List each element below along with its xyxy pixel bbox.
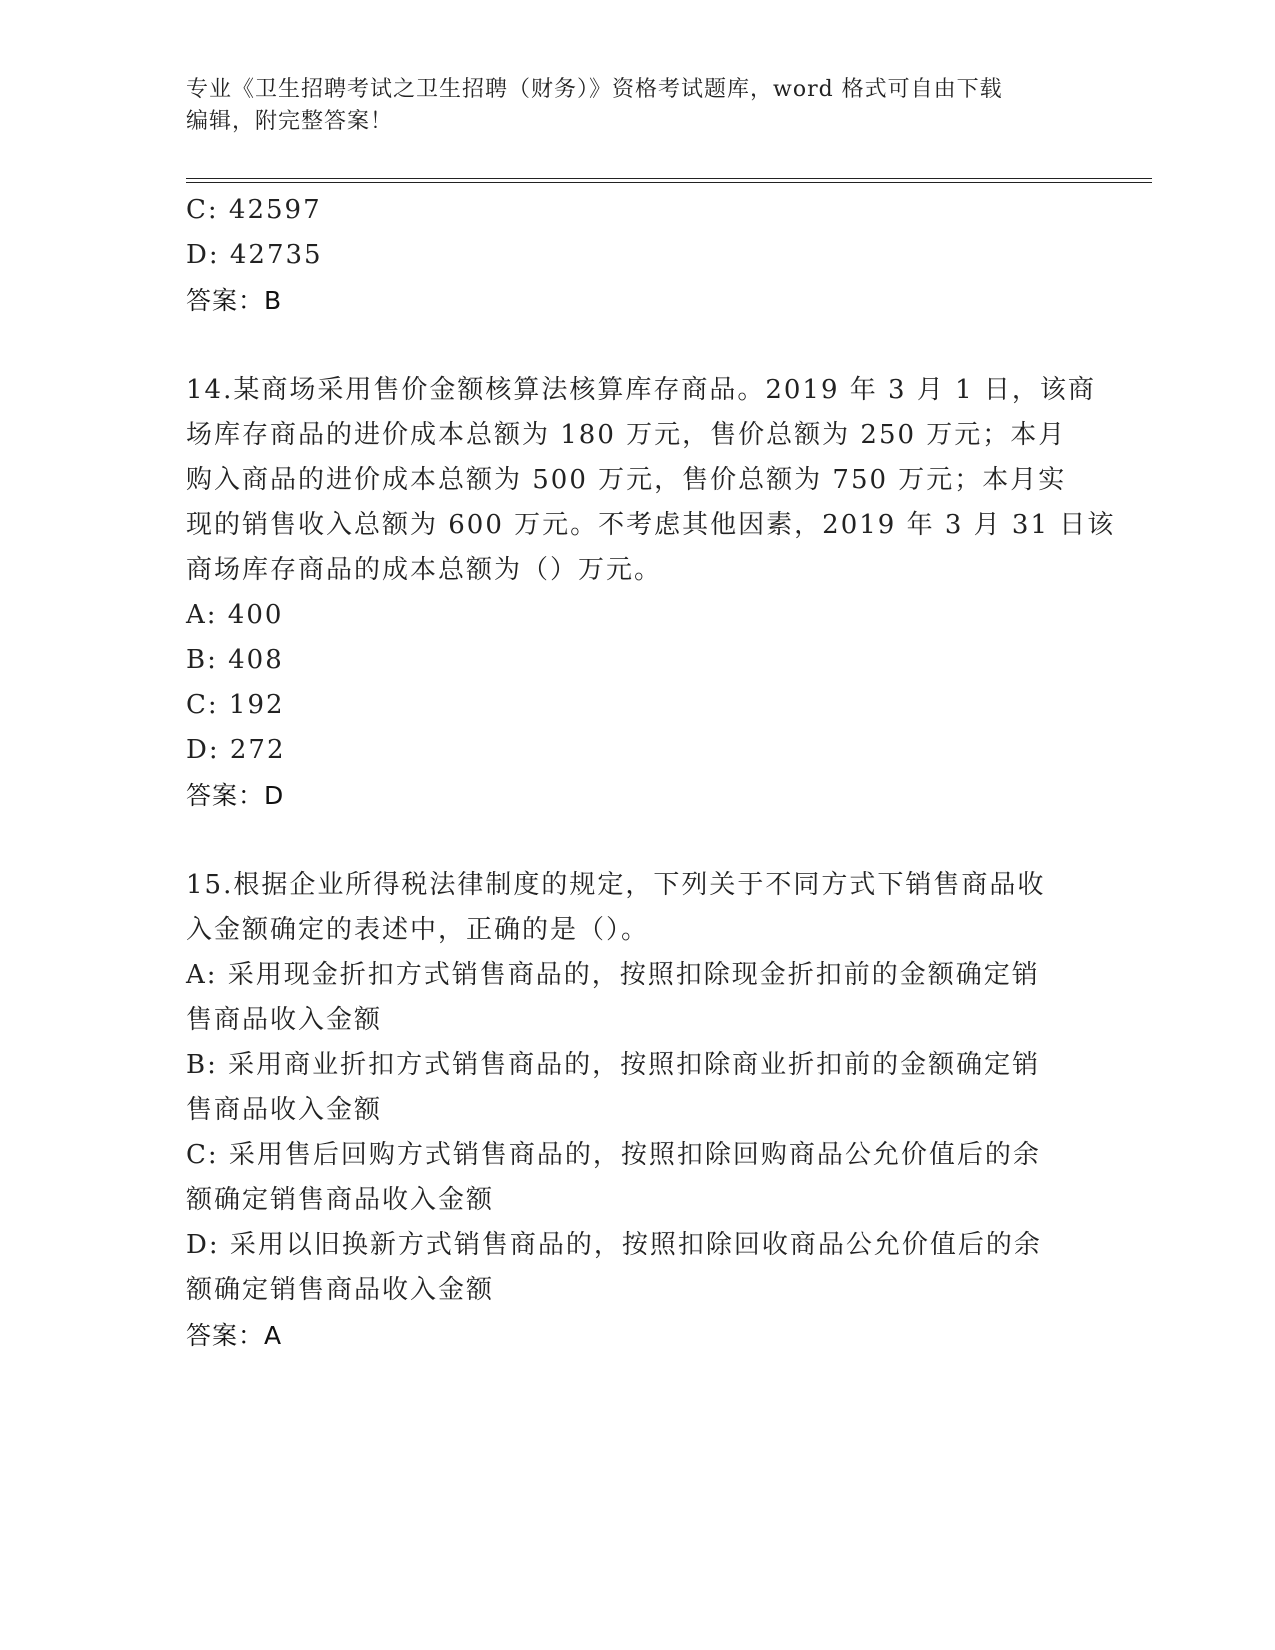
spacer: [186, 323, 1086, 368]
header-line-2: 编辑，附完整答案！: [186, 109, 394, 134]
header-divider-bottom: [186, 182, 1152, 183]
q15-option-a: [186, 953, 1086, 1043]
question-15: [186, 863, 1086, 1358]
q15-option-a-line: 售商品收入金额: [186, 1005, 383, 1035]
question-14: [186, 368, 1116, 818]
q15-option-c-line: C: 采用售后回购方式销售商品的，按照扣除回购商品公允价值后的余: [186, 1140, 1041, 1170]
q15-option-c-line: 额确定销售商品收入金额: [186, 1185, 495, 1215]
q15-stem: [186, 863, 1086, 953]
q14-stem-line: 现的销售收入总额为 600 万元。不考虑其他因素，2019 年 3 月 31 日该: [186, 510, 1116, 540]
q13-option-c: C: 42597: [186, 195, 322, 225]
header-line-1: 专业《卫生招聘考试之卫生招聘（财务）》资格考试题库，word 格式可自由下载: [186, 77, 1003, 102]
q14-stem-line: 场库存商品的进价成本总额为 180 万元，售价总额为 250 万元；本月: [186, 420, 1067, 450]
page-header: [186, 74, 1066, 138]
q14-stem-line: 购入商品的进价成本总额为 500 万元，售价总额为 750 万元；本月实: [186, 465, 1067, 495]
q15-option-b: [186, 1043, 1086, 1133]
q14-option-c: C: 192: [186, 690, 285, 720]
q14-option-d: D: 272: [186, 735, 286, 765]
q15-option-d-line: 额确定销售商品收入金额: [186, 1275, 495, 1305]
q14-option-b: B: 408: [186, 645, 284, 675]
q13-option-d: D: 42735: [186, 240, 323, 270]
page-content: [186, 188, 1116, 1358]
q15-option-b-line: 售商品收入金额: [186, 1095, 383, 1125]
q14-stem: [186, 368, 1116, 593]
spacer: [186, 818, 1086, 863]
q15-option-a-line: A: 采用现金折扣方式销售商品的，按照扣除现金折扣前的金额确定销: [186, 960, 1040, 990]
q15-answer: 答案：A: [186, 1321, 283, 1350]
q14-stem-line: 14.某商场采用售价金额核算法核算库存商品。2019 年 3 月 1 日，该商: [186, 375, 1096, 405]
q13-answer: 答案：B: [186, 286, 283, 315]
header-divider-top: [186, 178, 1152, 179]
q15-option-b-line: B: 采用商业折扣方式销售商品的，按照扣除商业折扣前的金额确定销: [186, 1050, 1041, 1080]
q15-option-c: [186, 1133, 1086, 1223]
q15-stem-line: 15.根据企业所得税法律制度的规定，下列关于不同方式下销售商品收: [186, 870, 1046, 900]
q14-answer: 答案：D: [186, 781, 285, 810]
question-13: [186, 188, 1086, 323]
q15-stem-line: 入金额确定的表述中，正确的是（）。: [186, 915, 650, 945]
q15-option-d-line: D: 采用以旧换新方式销售商品的，按照扣除回收商品公允价值后的余: [186, 1230, 1042, 1260]
q15-option-d: [186, 1223, 1086, 1313]
q14-option-a: A: 400: [186, 600, 284, 630]
q14-stem-line: 商场库存商品的成本总额为（）万元。: [186, 555, 663, 585]
